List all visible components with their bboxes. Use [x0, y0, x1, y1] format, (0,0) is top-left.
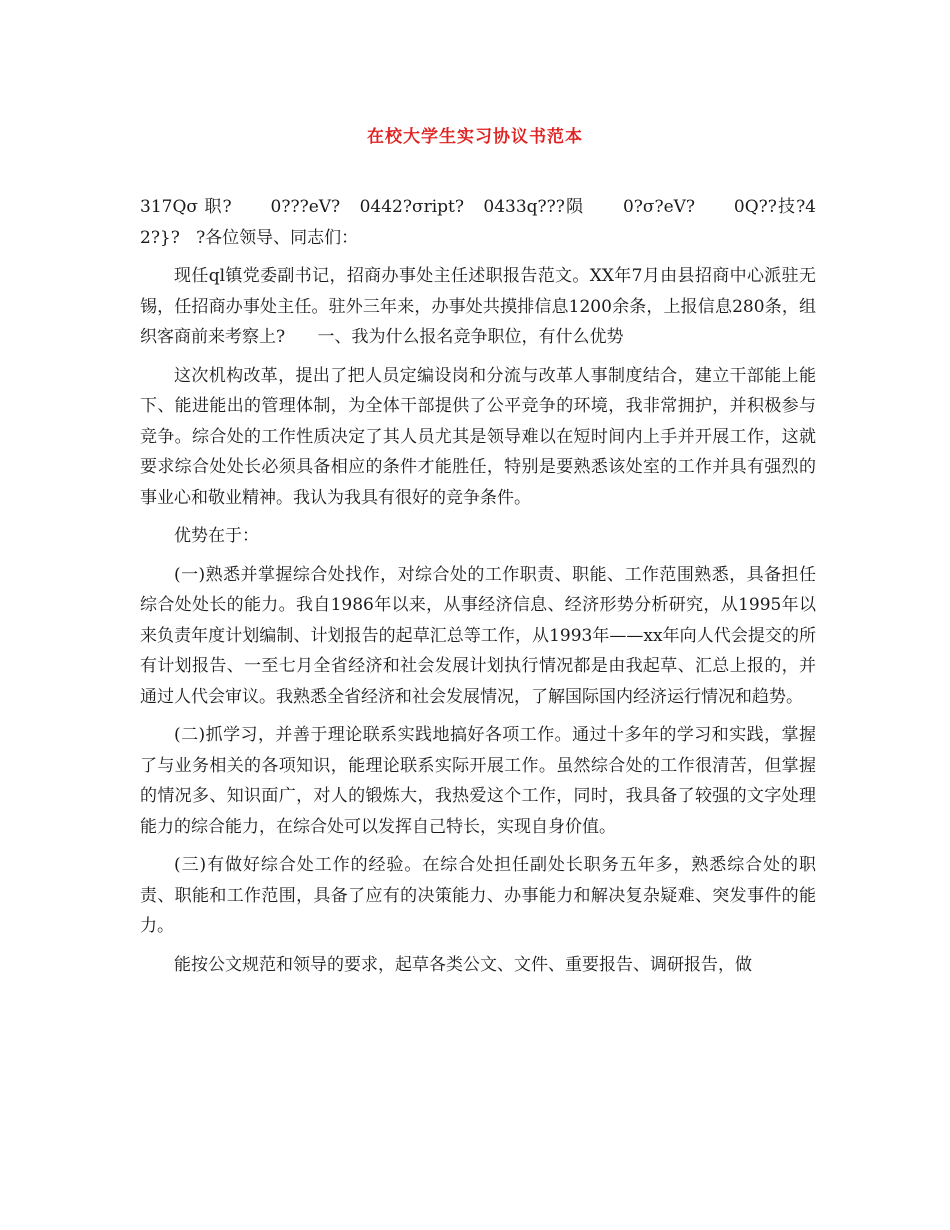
document-title: 在校大学生实习协议书范本: [367, 127, 583, 147]
paragraph-intro: 现任ql镇党委副书记，招商办事处主任述职报告范文。XX年7月由县招商中心派驻无锡，任招商办事处主任。驻外三年来，办事处共摸排信息1200余条，上报信息280条，组织客商前来考察上? 一、我为什么报名竞争职位，有什么优势: [140, 266, 816, 347]
paragraph-advantage-1: (一)熟悉并掌握综合处找作，对综合处的工作职责、职能、工作范围熟悉，具备担任综合处处长的能力。我自1986年以来，从事经济信息、经济形势分析研究，从1995年以来负责年度计划编制、计划报告的起草汇总等工作，从1993年——xx年向人代会提交的所有计划报告、一至七月全省经济和社会发展计划执行情况都是由我起草、汇总上报的，并通过人代会审议。我熟悉全省经济和社会发展情况，了解国际国内经济运行情况和趋势。: [140, 564, 816, 707]
paragraph-advantages-heading: 优势在于：: [174, 526, 259, 546]
paragraph-reform: 这次机构改革，提出了把人员定编设岗和分流与改革人事制度结合，建立干部能上能下、能进能出的管理体制，为全体干部提供了公平竞争的环境，我非常拥护，并积极参与竞争。综合处的工作性质决定了其人员尤其是领导难以在短时间内上手并开展工作，这就要求综合处处长必须具备相应的条件才能胜任，特别是要熟悉该处室的工作并具有强烈的事业心和敬业精神。我认为我具有很好的竞争条件。: [140, 365, 816, 508]
paragraph-garbled-header: 317Qσ 职? 0???eV? 0442?σript? 0433q???陨 0?σ?eV? 0Q??技?42?}? ?各位领导、同志们：: [140, 197, 816, 248]
document-body: [140, 192, 816, 988]
paragraph-advantage-2: (二)抓学习，并善于理论联系实践地搞好各项工作。通过十多年的学习和实践，掌握了与业务相关的各项知识，能理论联系实际开展工作。虽然综合处的工作很清苦，但掌握的情况多、知识面广，对人的锻炼大，我热爱这个工作，同时，我具备了较强的文字处理能力的综合能力，在综合处可以发挥自己特长，实现自身价值。: [140, 725, 816, 837]
paragraph-advantage-3: (三)有做好综合处工作的经验。在综合处担任副处长职务五年多，熟悉综合处的职责、职能和工作范围，具备了应有的决策能力、办事能力和解决复杂疑难、突发事件的能力。: [140, 855, 816, 936]
paragraph-continuation: 能按公文规范和领导的要求，起草各类公文、文件、重要报告、调研报告，做: [174, 954, 752, 975]
